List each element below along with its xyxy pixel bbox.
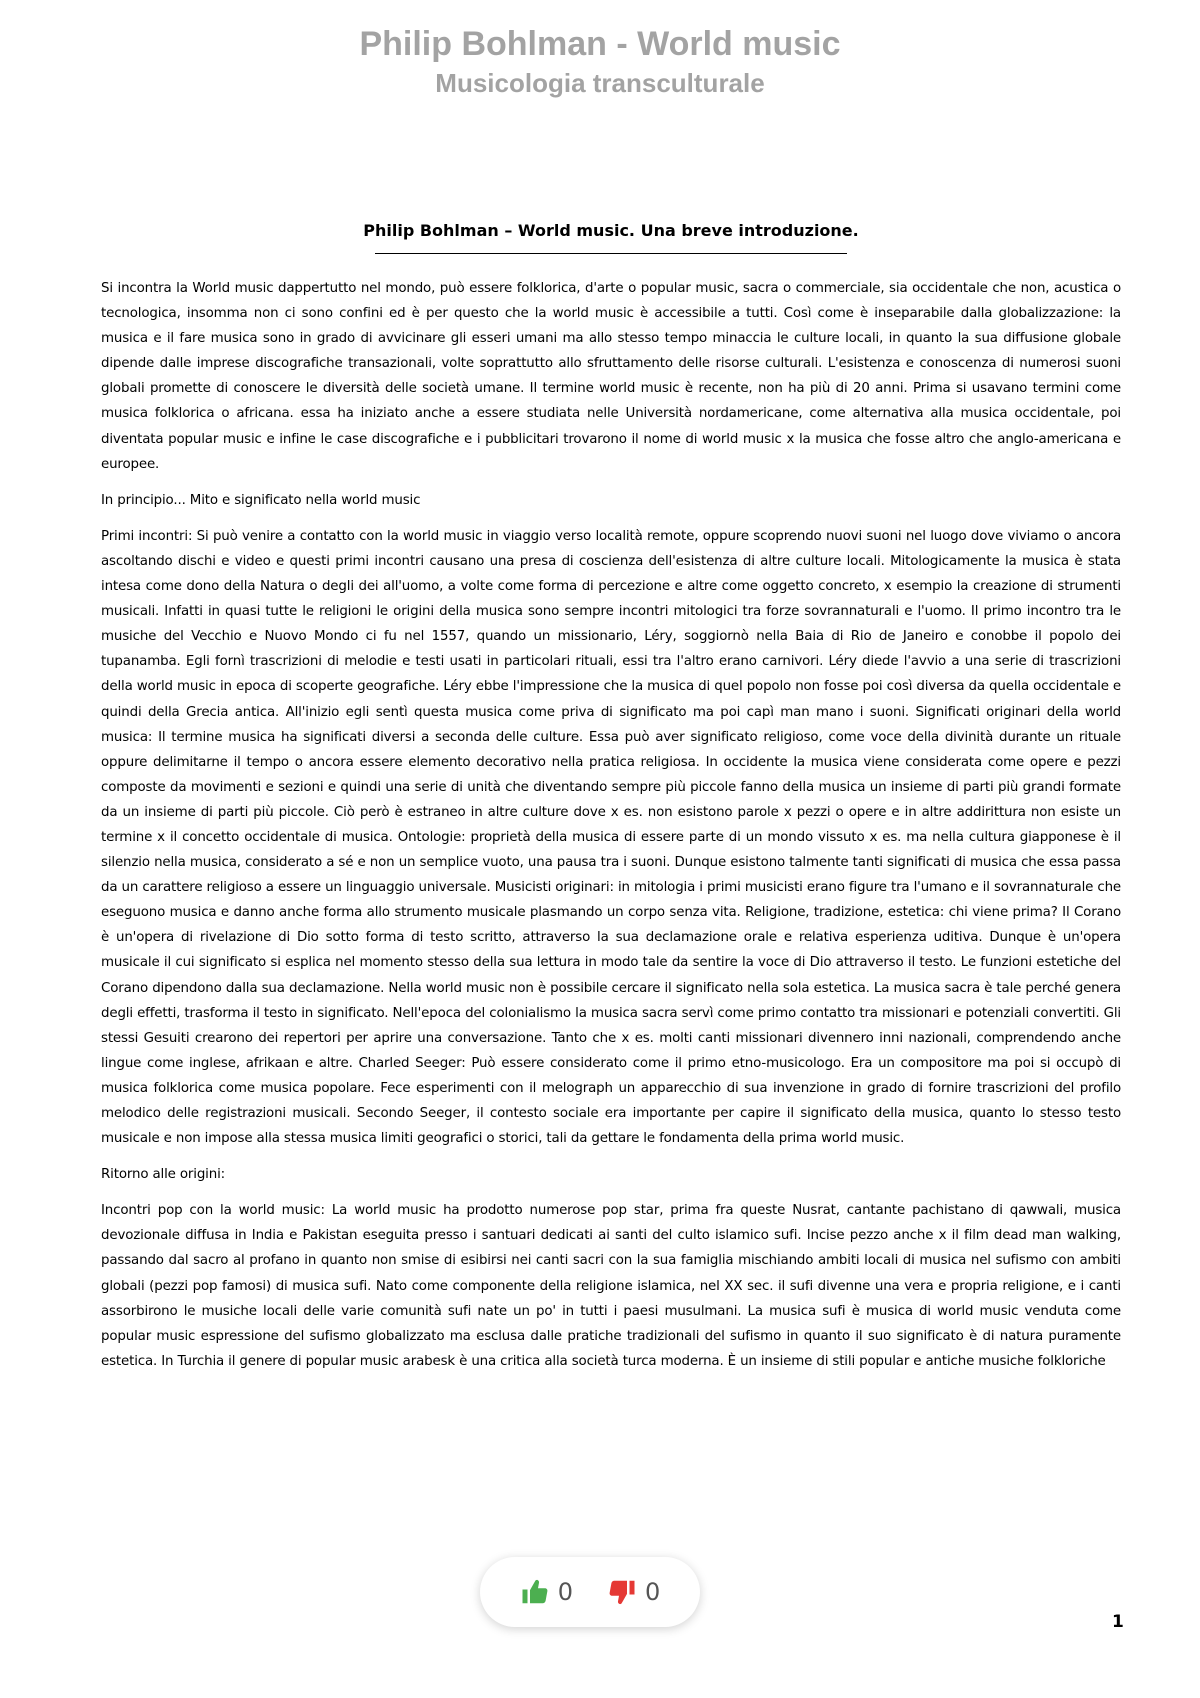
- thumbs-down-icon: [607, 1577, 637, 1607]
- like-count: 0: [557, 1578, 573, 1606]
- dislike-button[interactable]: [607, 1577, 660, 1607]
- document-subtitle: Musicologia transculturale: [435, 68, 765, 98]
- paragraph-pop-encounters: Incontri pop con la world music: La world music ha prodotto numerose pop star, prima fra queste Nusrat, cantante pachistano di qawwali, musica devozionale diffusa in India e Pakistan eseguita presso i santuari dedicati ai santi del culto islamico sufi. Incise pezzo anche x il film dead man walking, passando dal sacro al profano in quanto non smise di esibirsi nei canti sacri con la sua famiglia mischiando ambiti locali di musica nel sufismo con ambiti globali (pezzi pop famosi) di musica sufi. Nato come componente della religione islamica, nel XX sec. il sufi divenne una vera e propria religione, e i canti assorbirono le musiche locali delle varie comunità sufi nate un po' in tutti i paesi musulmani. La musica sufi è musica di world music venduta come popular music espressione del sufismo globalizzato ma esclusa dalle pratiche tradizionali del sufismo in quanto il suo significato è di natura puramente estetica. In Turchia il genere di popular music arabesk è una critica alla società turca moderna. È un insieme di stili popular e antiche musiche folkloriche: [101, 1203, 1121, 1369]
- section-heading: Philip Bohlman – World music. Una breve introduzione.: [363, 221, 859, 240]
- paragraph-section-title: In principio... Mito e significato nella world music: [101, 492, 421, 508]
- vote-bar: [480, 1557, 700, 1627]
- document-body: [101, 220, 1121, 1385]
- document-title: Philip Bohlman - World music: [359, 25, 841, 63]
- paragraph-section-title: Ritorno alle origini:: [101, 1167, 226, 1183]
- thumbs-up-icon: [520, 1577, 550, 1607]
- heading-underline: [375, 253, 847, 254]
- page-header: [0, 22, 1200, 100]
- page-number: 1: [1112, 1612, 1124, 1632]
- like-button[interactable]: [520, 1577, 573, 1607]
- dislike-count: 0: [645, 1578, 661, 1606]
- paragraph-intro: Si incontra la World music dappertutto nel mondo, può essere folklorica, d'arte o popular music, sacra o commerciale, sia occidentale che non, acustica o tecnologica, insomma non ci sono confini ed è per questo che la world music è accessibile a tutti. Così come è inseparabile dalla globalizzazione: la musica e il fare musica sono in grado di avvicinare gli esseri umani ma allo stesso tempo minaccia le culture locali, in quanto la sua diffusione globale dipende dalle imprese discografiche transazionali, volte soprattutto allo sfruttamento delle risorse culturali. L'esistenza e conoscenza di numerosi suoni globali promette di conoscere le diversità delle società umane. Il termine world music è recente, non ha più di 20 anni. Prima si usavano termini come musica folklorica o africana. essa ha iniziato anche a essere studiata nelle Università nordamericane, come alternativa alla musica occidentale, poi diventata popular music e infine le case discografiche e i pubblicitari trovarono il nome di world music x la musica che fosse altro che anglo-americana e europee.: [101, 281, 1121, 472]
- paragraph-first-encounters: Primi incontri: Si può venire a contatto con la world music in viaggio verso località remote, oppure scoprendo nuovi suoni nel luogo dove viviamo o ancora ascoltando dischi e video e questi primi incontri causano una presa di coscienza dell'esistenza di altre culture locali. Mitologicamente la musica è stata intesa come dono della Natura o degli dei all'uomo, a volte come forma di percezione e altre come oggetto concreto, x esempio la creazione di strumenti musicali. Infatti in quasi tutte le religioni le origini della musica sono sempre incontri mitologici tra forze sovrannaturali e l'uomo. Il primo incontro tra le musiche del Vecchio e Nuovo Mondo ci fu nel 1557, quando un missionario, Léry, soggiornò nella Baia di Rio de Janeiro e conobbe il popolo dei tupanamba. Egli fornì trascrizioni di melodie e testi usati in particolari rituali, essi tra l'altro erano carnivori. Léry diede l'avvio a una serie di trascrizioni della world music in epoca di scoperte geografiche. Léry ebbe l'impressione che la musica di quel popolo non fosse poi così diversa da quella occidentale e quindi della Grecia antica. All'inizio egli sentì questa musica come priva di significato ma poi capì man mano i suoni. Significati originari della world musica: Il termine musica ha significati diversi a seconda delle culture. Essa può aver significato religioso, come voce della divinità durante un rituale oppure delimitarne il tempo o ancora essere elemento decorativo nella pratica religiosa. In occidente la musica viene considerata come opere e pezzi composte da movimenti e sezioni e quindi una serie di unità che diventando sempre più piccole fanno della musica un insieme di parti più grandi formate da un insieme di parti più piccole. Ciò però è estraneo in altre culture dove x es. non esistono parole x pezzi o opere e in altre addirittura non esiste un termine x il concetto occidentale di musica. Ontologie: proprietà della musica di essere parte di un mondo vissuto x es. ma nella cultura giapponese è il silenzio nella musica, considerato a sé e non un semplice vuoto, una pausa tra i suoni. Dunque esistono talmente tanti significati di musica che essa passa da un carattere religioso a essere un linguaggio universale. Musicisti originari: in mitologia i primi musicisti erano figure tra l'umano e il sovrannaturale che eseguono musica e danno anche forma allo strumento musicale plasmando un corpo senza vita. Religione, tradizione, estetica: chi viene prima? Il Corano è un'opera di rivelazione di Dio sotto forma di testo scritto, attraverso la sua declamazione orale e relativa esperienza uditiva. Dunque è un'opera musicale il cui significato si esplica nel momento stesso della sua lettura in modo tale da sentire la voce di Dio attraverso il testo. Le funzioni estetiche del Corano dipendono dalla sua declamazione. Nella world music non è possibile cercare il significato nella sola estetica. La musica sacra è tale perché genera degli effetti, trasforma il testo in significato. Nell'epoca del colonialismo la musica sacra servì come primo contatto tra missionari e potenziali convertiti. Gli stessi Gesuiti crearono dei repertori per aprire una conversazione. Tanto che x es. molti canti missionari divennero inni nazionali, comprendendo anche lingue come inglese, afrikaan e altre. Charled Seeger: Può essere considerato come il primo etno-musicologo. Era un compositore ma poi si occupò di musica folklorica come musica popolare. Fece esperimenti con il melograph un apparecchio di sua invenzione in grado di fornire trascrizioni del profilo melodico delle registrazioni musicali. Secondo Seeger, il contesto sociale era importante per capire il significato della musica, quanto lo stesso testo musicale e non impose alla stessa musica limiti geografici o storici, tali da gettare le fondamenta della prima world music.: [101, 528, 1121, 1147]
